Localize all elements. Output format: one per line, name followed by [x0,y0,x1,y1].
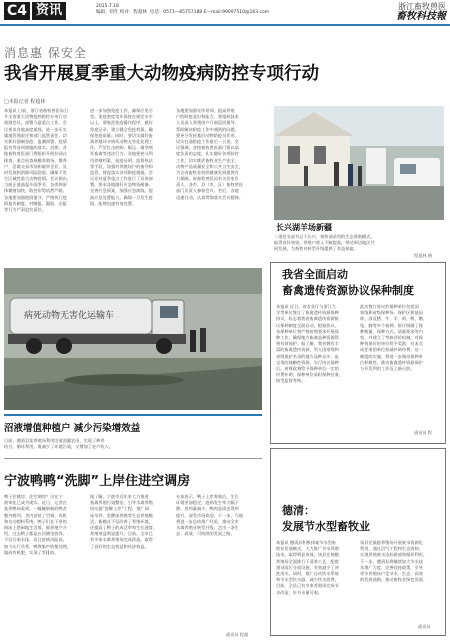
truck-photo-title-bar [4,414,262,434]
duck-col-2: 据了解，宁波市近年来大力推进 畜禽养殖污染整治，引导水禽养殖 场实施“洗脚上岸”工程，推广网 床旱养、发酵床养殖等生态养殖模 式。新模式不仅改善了养殖环境， 还提高了鸭子的成活率和生长速度， 养殖效益明显提升。目前，全市已 有多家水禽养殖场完成改造，取得 了良好的生态效益和经济效益。 [90,494,158,549]
truck-photo-title: 沼液增值种植户 减少污染增效益 [4,423,141,434]
box1-col-1: 本报讯 近日，省农业厅与浙江大 学等单位签订了畜禽遗传资源保种 协议，标志着我省畜禽遗传资源协 议保种制度全面启动。根据协议， 各保种单位将严格按照要求开展保 种工作，确保地方畜禽品种资源得 到有效保护。据了解，我省拥有丰 富的畜禽遗传资源，列入国家级和 省级保护名录的地方品种众多，是 宝贵的战略性资源。实行协议保种 后，省财政将给予保种单位一定的 经费补助，保种单位承担保种任务， 接受监督考核。 [276,304,344,384]
header-date: 2015.7.18 [96,4,119,9]
paper-name: 浙江畜牧兽医 [398,2,446,11]
header-phone: 电话：0571—85757188 E—mail:99097510@163.com [149,10,270,15]
sheep-farm-photo [274,106,444,220]
header-rule [0,24,450,26]
page-code: C4 [4,2,30,20]
duck-col-3: 专家表示，鸭子上岸养殖后，生长 环境更加稳定，疫病发生率大幅下 降，用药量减少，鸭肉品质也得到 提升，深受市场欢迎。下一步，当地 将进一步总结推广经验，推动全市 水禽养殖业转型升级，走出一条生 态、高效、可持续的发展之路。 [176,494,244,537]
sheep-photo-title: 长兴湖羊场新疆 [276,223,332,232]
box1-title-line2: 畜禽遗传资源协议保种制度 [282,284,414,297]
masthead [396,2,446,22]
lead-col-1: 本报讯 日前，浙江省畜牧兽医局召 开全省重大动物疫病防控专项行动 视频会议，部署今夏重点工作。会 议要求各地高度重视，进一步压实 属地管理责任和部门监管责任，切 实抓好强制免疫、监测预警、疫情 报告等各项措施的落实。近期，各 地畜牧兽医部门将组织开展拉网式 排查，重点检查规模养殖场、散养 户、活禽交易市场和屠宰企业，及 时发现和消除风险隐患，确保不发 生区域性重大动物疫情。会议指出， 当前正值高温多雨季节，各类病原 体繁殖加快，防控形势依然严峻。 各地要加强值班值守，严格执行疫 情报告制度，对瞒报、漏报、迟报 等行为严肃追究责任。 [4,108,72,212]
box1-col-2: 此次签订协议的保种单位包括国 家级和省级保种场、保护区和基因 库，涉及猪、牛、羊、鸡、鸭、鹅、 兔、蜂等多个畜种。协议明确了保 种数量、保种方式、质量要求等内 容，并建立了考核评价机制，对保 种效果好的单位给予奖励，对未完 成任务的单位扣减补助经费。这一 制度的实施，将进一步调动保种单 位积极性，推动畜禽遗传资源保护 与开发利用工作迈上新台阶。 [360,304,428,371]
box1-title-line1: 我省全面启动 [282,268,348,281]
header-editor: 编辑：钮仕 校对：程超林 [96,10,147,15]
truck-tank-text: 病死动物无害化运输车 [24,311,115,321]
box2-author: 通讯员 [418,624,431,629]
box2-col-2: 该县还鼓励养殖场开展废水资源化 利用，通过沼气工程和生态消纳， 实现养殖废水达标排放和循环利用。 下一步，德清县将继续加大节水技 术推广力度，完善扶持政策，引导 更多养殖场户走节水、生态、高效 的发展道路，推动畜牧业绿色发展。 [360,540,428,583]
paper-logo: 畜牧科技報 [396,11,446,22]
sheep-photo-credit: 程超林 摄 [414,253,433,258]
box1-author: 通讯员 程 [414,430,433,435]
lead-byline: □本报记者 程超林 [4,99,46,105]
duck-headline: 宁波鸭鸭“洗脚”上岸住进空调房 [4,474,191,489]
header-meta [96,4,269,16]
sheep-photo-caption: 二垂党支部书记于长兴，畜牧部采用的生态养殖模式， 取得良好效果。养殖户收入不断提高，带动周边地区共 同发展，为畜牧业转型升级提供了有益探索。 [274,234,375,252]
box2-title-line2: 发展节水型畜牧业 [282,520,370,533]
lead-headline: 我省开展夏季重大动物疫病防控专项行动 [4,64,319,84]
box2-title-line1: 德清： [282,504,315,517]
duck-author: 通讯员 程超 [226,632,249,637]
truck-photo-caption: 日前，德清县某养殖场利用沼液浇灌农田，实现了种养 结合、循环利用，既减少了环境污染，又增加了农户收入。 [4,438,113,450]
truck-photo [4,268,262,410]
lead-col-3: 各地要加强宣传培训，提高养殖 户的防疫意识和能力。要组织技术 人员深入养殖场户开展巡回指导， 帮助解决防疫工作中遇到的问题。 要充分发挥基层动物防疫员作用， 切实打通防疫工作最后一公里。会 议强调，各级畜牧兽医部门要以高 度负责的态度，扎实做好各项防控 工作，切实维护畜牧业生产安全、 动物产品质量安全和公共卫生安全， 为全省畜牧业持续健康发展提供有 力保障。省畜牧兽医局有关处室负 责人，各市、县（市、区）畜牧兽医 部门负责人参加会议。会后，各地 迅速行动，认真贯彻落实会议精神。 [176,108,244,200]
lead-kicker: 消息惠 保安全 [4,46,87,60]
page-section-tag [4,2,66,20]
box2-col-1: 本报讯 德清县积极探索节水型畜 牧业发展模式，大力推广节水养殖 技术，取得明显成效。该县在规模 养殖场全面推行干清粪工艺，配套 建设雨污分流设施，有效减少了冲 洗用水。同时，推广自动饮水系统 和节水型饮水器，减少饮水浪费。 目前，全县已有多家养殖场完成节 水改造，年节水量可观。 [276,540,339,595]
divider [4,458,262,459]
section-name: 资讯 [32,2,66,20]
duck-col-1: 鸭子住楼房、住空调房？这在宁 波奉化已成为现实。近日，记者在 某养鸭场看到，一幢幢崭新的鸭舍 整齐排列，舍内安装了空调、风机 和自动喂料系统，鸭子们在干净的 网床上悠闲地生活着。据养殖户介 绍，过去鸭子都是在河塘里放养， 不仅污染水体，而且疫病风险高。 如今实行旱养，鸭粪集中收集处理， 做成有机肥，实现了零排放。 [4,494,72,555]
lead-col-2: 进一步加强免疫工作，确保应免尽 免，免疫密度常年保持在规定水平 以上。要规范免疫操作程序，做好 免疫记录，建立健全免疫档案，确 保免疫质量。同时，要切实做好畜 禽养殖环节病死动物无害化处理工 作，严厉打击收购、贩运、屠宰病 死畜禽等违法行为。各地要充分利 用养殖档案、检疫证明、监督执法 等手段，加强对养殖场户的指导和 监管，督促落实各项防疫措施。会 议还对夏季重点工作进行了具体部 署，要求各地做好应急物资储备， 完善应急预案，加强应急演练，提 高应急处置能力，确保一旦发生疫 情，能够迅速有效处置。 [90,108,153,206]
